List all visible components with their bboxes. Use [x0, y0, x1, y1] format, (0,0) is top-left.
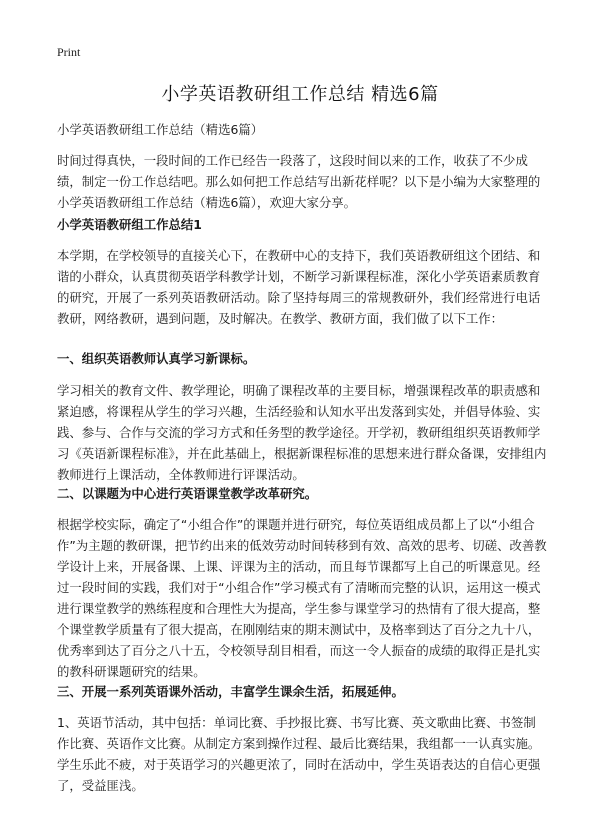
- heading-1: [57, 348, 547, 369]
- paragraph-3: [57, 712, 547, 796]
- heading-3-text: 三、开展一系列英语课外活动，丰富学生课余生活，拓展延伸。: [57, 684, 404, 699]
- paragraph-1-text: 学习相关的教育文件、教学理论，明确了课程改革的主要目标，增强课程改革的职责感和紧迫感，将课程从学生的学习兴趣，生活经验和认知水平出发落到实处，并倡导体验、实践、参与、合作与交流的学习方式和任务型的教学途径。开学初，教研组组织英语教师学习《英语新课程标准》，并在此基础上，根据新课程标准的思想来进行群众备课，安排组内教师进行上课活动，全体教师进行评课活动。: [57, 383, 547, 482]
- paragraph-1: [57, 380, 547, 485]
- subtitle-text: 小学英语教研组工作总结（精选6篇）: [57, 122, 264, 137]
- paragraph-3-text: 1、英语节活动，其中包括：单词比赛、手抄报比赛、书写比赛、英文歌曲比赛、书签制作比赛、英语作文比赛。从制定方案到操作过程、最后比赛结果，我组都一一认真实施。学生乐此不疲，对于英语学习的兴趣更浓了，同时在活动中，学生英语表达的自信心更强了，受益匪浅。: [57, 715, 541, 793]
- heading-2: [57, 483, 547, 504]
- document-title: 小学英语教研组工作总结 精选6篇: [161, 84, 439, 105]
- section-title: [57, 214, 547, 235]
- heading-2-text: 二、以课题为中心进行英语课堂教学改革研究。: [57, 486, 318, 501]
- section-title-text: 小学英语教研组工作总结1: [57, 217, 202, 232]
- heading-3: [57, 681, 547, 702]
- intro-paragraph: [57, 150, 547, 213]
- section-paragraph-text: 本学期，在学校领导的直接关心下，在教研中心的支持下，我们英语教研组这个团结、和谐的小群众，认真贯彻英语学科教学计划，不断学习新课程标准，深化小学英语素质教育的研究，开展了一系列英语教研活动。除了坚持每周三的常规教研外，我们经常进行电话教研，网络教研，遇到问题，及时解决。在教学、教研方面，我们做了以下工作：: [57, 248, 541, 326]
- paragraph-2: [57, 514, 547, 682]
- paragraph-2-text: 根据学校实际，确定了“小组合作”的课题并进行研究，每位英语组成员都上了以“小组合作”为主题的教研课，把节约出来的低效劳动时间转移到有效、高效的思考、切磋、改善教学设计上来，开展备课、上课、评课为主的活动，而且每节课都写上自己的听课意见。经过一段时间的实践，我们对于“小组合作”学习模式有了清晰而完整的认识，运用这一模式进行课堂教学的熟练程度和合理性大为提高，学生参与课堂学习的热情有了很大提高，整个课堂教学质量有了很大提高，在刚刚结束的期末测试中，及格率到达了百分之九十八，优秀率到达了百分之八十五，令校领导刮目相看，而这一令人振奋的成绩的取得正是扎实的教科研课题研究的结果。: [57, 517, 547, 679]
- document-subtitle: [57, 119, 547, 140]
- print-label: Print: [57, 45, 81, 59]
- intro-text: 时间过得真快，一段时间的工作已经告一段落了，这段时间以来的工作，收获了不少成绩，制定一份工作总结吧。那么如何把工作总结写出新花样呢？以下是小编为大家整理的小学英语教研组工作总结（精选6篇），欢迎大家分享。: [57, 153, 541, 210]
- heading-1-text: 一、组织英语教师认真学习新课标。: [57, 351, 256, 366]
- section-paragraph: [57, 245, 547, 329]
